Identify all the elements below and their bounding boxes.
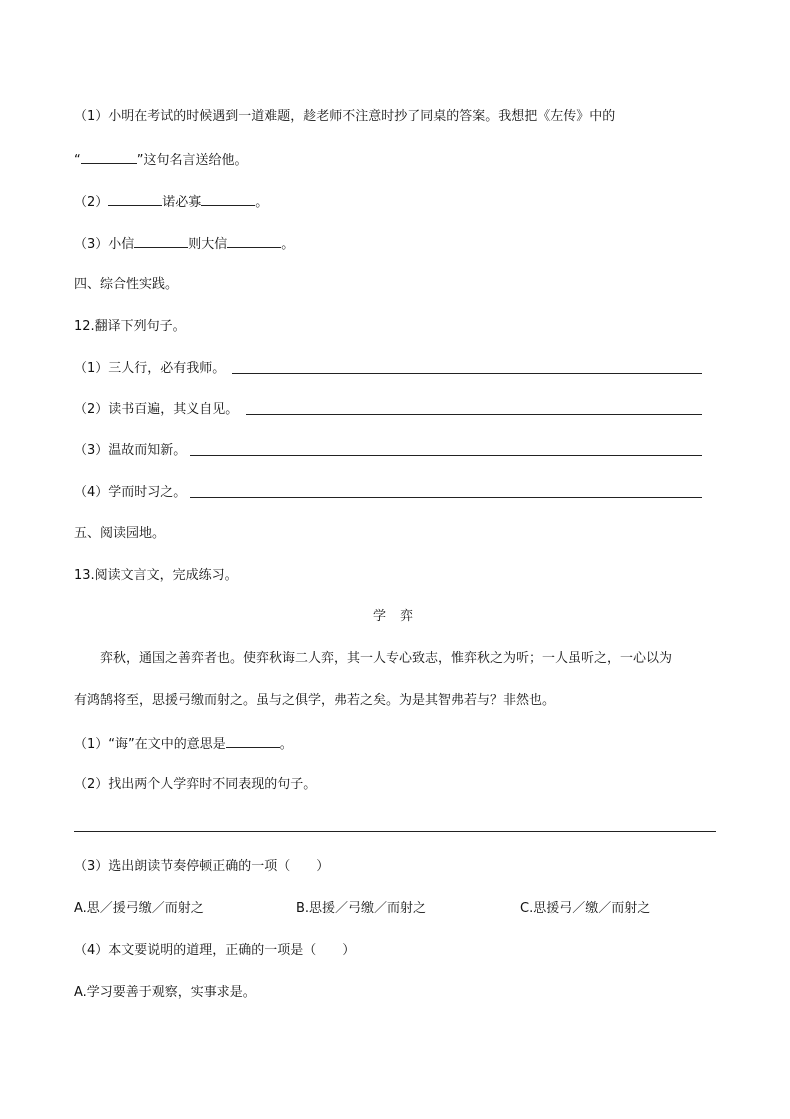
q12-item-2-answer-line[interactable]: [246, 414, 702, 415]
q13-prompt: 13.阅读文言文，完成练习。: [74, 568, 238, 583]
q11-item1-blank[interactable]: [81, 150, 137, 164]
q11-item2-end: 。: [255, 195, 269, 210]
q13-sub-4-option-a[interactable]: A.学习要善于观察，实事求是。: [74, 985, 256, 1000]
q13-sub-1-blank[interactable]: [226, 734, 280, 748]
q13-sub-3: （3）选出朗读节奏停顿正确的一项（ ）: [74, 859, 330, 874]
q11-item3-blank-2[interactable]: [227, 234, 281, 248]
q12-item-3-answer-line[interactable]: [190, 455, 702, 456]
q12-item-4: （4）学而时习之。: [74, 485, 187, 500]
q11-item3: [74, 234, 294, 254]
q11-item2-blank-2[interactable]: [201, 192, 255, 206]
q11-item1-continuation: [74, 150, 248, 170]
q11-item2-blank-1[interactable]: [108, 192, 162, 206]
q13-sub-3-option-c[interactable]: C.思援弓／缴／而射之: [520, 901, 651, 916]
q13-sub-1-end: 。: [279, 737, 293, 752]
q11-item3-blank-1[interactable]: [134, 234, 188, 248]
passage-line-2: 有鸿鹄将至，思援弓缴而射之。虽与之俱学，弗若之矣。为是其智弗若与？非然也。: [74, 693, 556, 708]
q12-item-2: （2）读书百遍，其义自见。: [74, 402, 239, 417]
q11-item1-text: （1）小明在考试的时候遇到一道难题，趁老师不注意时抄了同桌的答案。我想把《左传》中的: [74, 109, 616, 124]
q12-prompt: 12.翻译下列句子。: [74, 319, 186, 334]
q11-item2-prefix: （2）: [74, 195, 109, 210]
q13-sub-2: （2）找出两个人学弈时不同表现的句子。: [74, 777, 317, 792]
section-5-heading: 五、阅读园地。: [74, 526, 166, 541]
q11-item3-mid: 则大信: [188, 237, 228, 252]
q12-item-3: （3）温故而知新。: [74, 443, 187, 458]
quote-open: “: [74, 153, 81, 168]
passage-title: 学弈: [373, 609, 428, 624]
q13-sub-1: [74, 734, 293, 754]
q13-sub-2-answer-line[interactable]: [74, 831, 716, 832]
q11-item3-end: 。: [281, 237, 295, 252]
q12-item-4-answer-line[interactable]: [190, 497, 702, 498]
q13-sub-3-option-b[interactable]: B.思援／弓缴／而射之: [296, 901, 427, 916]
q13-sub-4: （4）本文要说明的道理，正确的一项是（ ）: [74, 943, 356, 958]
q12-item-1: （1）三人行，必有我师。: [74, 361, 226, 376]
q13-sub-1-text: （1）“诲”在文中的意思是: [74, 737, 226, 752]
q11-item2-mid: 诺必寡: [162, 195, 202, 210]
q13-sub-3-option-a[interactable]: A.思／援弓缴／而射之: [74, 901, 204, 916]
q11-item2: [74, 192, 268, 212]
q11-item3-prefix: （3）小信: [74, 237, 135, 252]
quote-close-text: ”这句名言送给他。: [136, 153, 248, 168]
passage-line-1: 弈秋，通国之善弈者也。使弈秋诲二人弈，其一人专心致志，惟弈秋之为听；一人虽听之，一心以为: [100, 651, 673, 666]
q12-item-1-answer-line[interactable]: [232, 373, 702, 374]
section-4-heading: 四、综合性实践。: [74, 277, 179, 292]
